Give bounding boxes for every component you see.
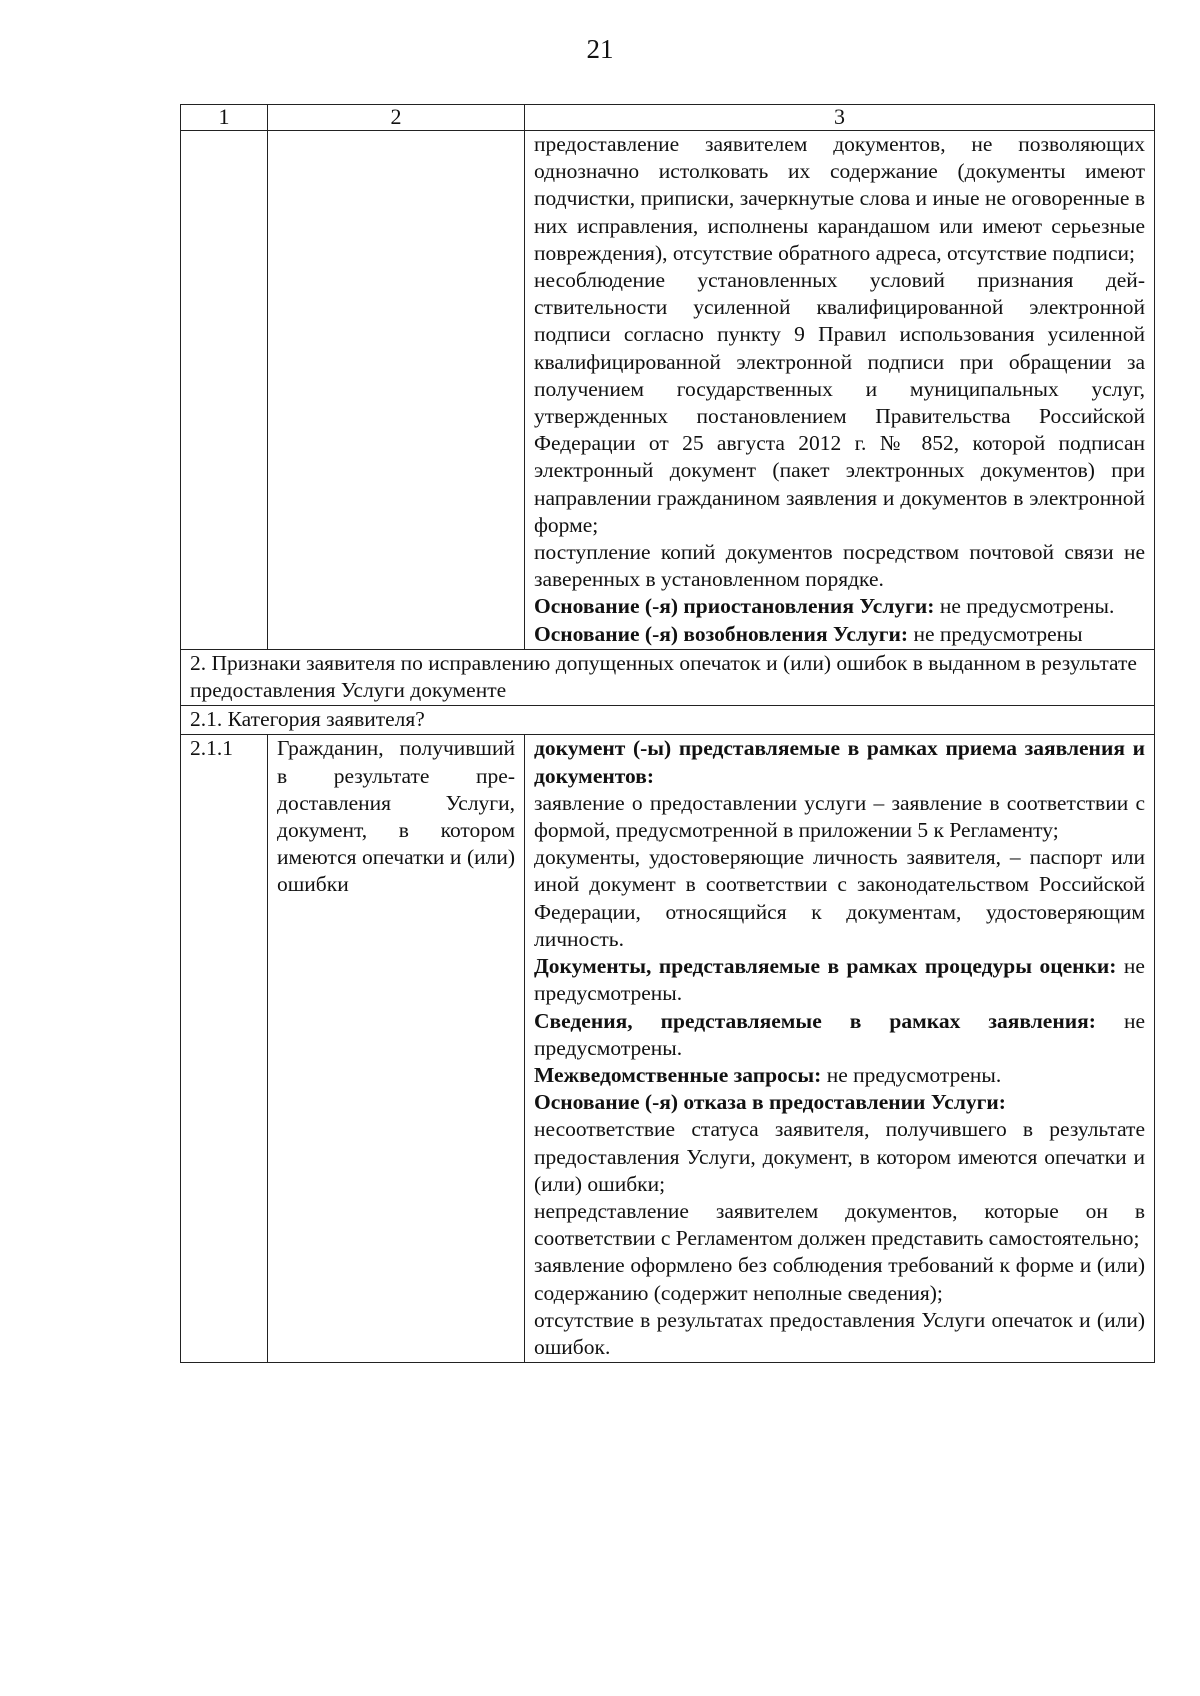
header-col-1: 1 bbox=[181, 105, 268, 131]
section-2-row bbox=[181, 649, 1155, 705]
paragraph-grounds-3: поступление копий документов посредством почтовой связи не заверенных в установленном порядке. bbox=[534, 540, 1145, 592]
section-2-title: 2. Признаки заявителя по исправлению допущенных опечаток и (или) ошибок в выданном в результате предоставления Услуги документе bbox=[181, 649, 1155, 705]
paragraph-suspension: Основание (-я) приостановления Услуги: не предусмотрены. bbox=[534, 594, 1115, 619]
cell-empty-1 bbox=[181, 131, 268, 650]
header-col-2: 2 bbox=[268, 105, 525, 131]
paragraph-refusal-3: заявление оформлено без соблюдения требований к форме и (или) содержанию (содержит неполные сведения); bbox=[534, 1253, 1145, 1305]
paragraph-refusal-4: отсутствие в результатах предоставления Услуги опечаток и (или) ошибок. bbox=[534, 1307, 1145, 1359]
paragraph-info: Сведения, представляемые в рамках заявления: не предусмотрены. bbox=[534, 1008, 1145, 1060]
paragraph-refusal-1: несоответствие статуса заявителя, получившего в результате предоставления Услуги, документ, в котором имеются опечатки и (или) ошибки; bbox=[534, 1117, 1145, 1196]
paragraph-refusal-header: Основание (-я) отказа в предоставлении Услуги: bbox=[534, 1090, 1006, 1115]
paragraph-interagency: Межведомственные запросы: не предусмотрены. bbox=[534, 1062, 1002, 1087]
suspension-label: Основание (-я) приостановления Услуги: bbox=[534, 594, 935, 619]
section-2-1-title: 2.1. Категория заявителя? bbox=[181, 706, 1155, 735]
table-row-2-1-1 bbox=[181, 735, 1155, 1363]
row-number: 2.1.1 bbox=[181, 735, 268, 1363]
paragraph-grounds-1: предоставление заявителем документов, не позволяющих однозначно истолковать их содержание (документы имеют подчистки, приписки, зачеркнутые слова и иные не оговоренные в них исправления, исполнены карандашом или имеют серьезные повреждения), отсутствие обратного адреса, отсутствие подписи; bbox=[534, 132, 1145, 265]
paragraph-docs-2: документы, удостоверяющие личность заявителя, – паспорт или иной документ в соответствии с законодательством Российской Федерации, относящийся к документам, удостоверяющим личность. bbox=[534, 845, 1145, 951]
header-col-3: 3 bbox=[525, 105, 1155, 131]
paragraph-docs-header: документ (-ы) представляемые в рамках приема заявления и документов: bbox=[534, 736, 1145, 788]
regulation-table bbox=[180, 104, 1155, 1363]
section-2-1-row bbox=[181, 706, 1155, 735]
table-row-continuation bbox=[181, 131, 1155, 650]
cell-empty-2 bbox=[268, 131, 525, 650]
paragraph-docs-1: заявление о предоставлении услуги – заявление в соответствии с формой, предусмотренной в приложении 5 к Регламенту; bbox=[534, 790, 1145, 843]
cell-grounds-continuation bbox=[525, 131, 1155, 650]
page-number: 21 bbox=[586, 34, 614, 64]
applicant-category: Гражданин, получивший в результате предоставления Услуги, документ, в котором имеются опечатки и (или) ошибки bbox=[268, 735, 525, 1363]
paragraph-assessment: Документы, представляемые в рамках процедуры оценки: не предусмотрены. bbox=[534, 954, 1145, 1006]
paragraph-grounds-2: несоблюдение установленных условий признания действительности усиленной квалифицированной электронной подписи согласно пункту 9 Правил использования усиленной квалифицированной электронной подписи при обращении за получением государственных и муниципальных услуг, утвержденных постановлением Правительства Российской Федерации от 25 августа 2012 г. № 852, которой подписан электронный документ (пакет электронных документов) при направлении гражданином заявления и документов в электронной форме; bbox=[534, 268, 1145, 537]
resumption-label: Основание (-я) возобновления Услуги: bbox=[534, 621, 909, 646]
cell-documents bbox=[525, 735, 1155, 1363]
paragraph-refusal-2: непредставление заявителем документов, которые он в соответствии с Регламентом должен представить самостоятельно; bbox=[534, 1198, 1145, 1251]
table-header-row bbox=[181, 105, 1155, 131]
paragraph-resumption: Основание (-я) возобновления Услуги: не предусмотрены bbox=[534, 621, 1083, 646]
